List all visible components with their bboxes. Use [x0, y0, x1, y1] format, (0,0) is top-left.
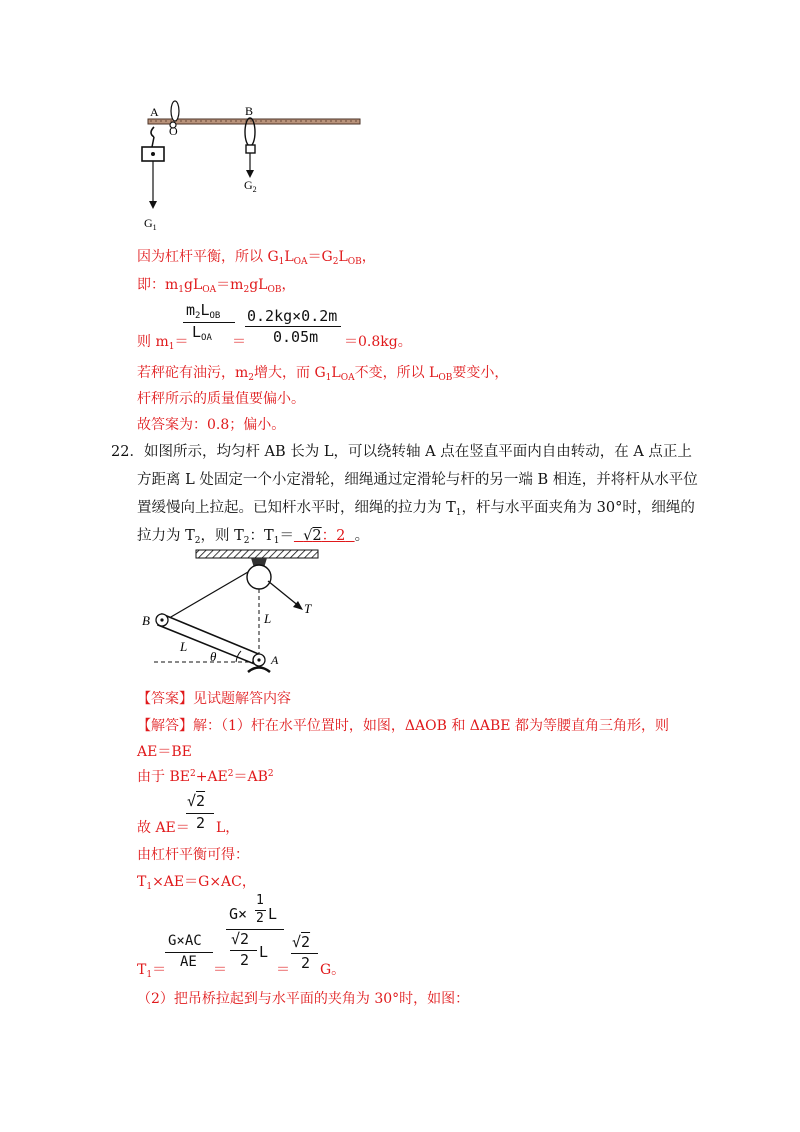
ans22-t1-eq: $T_1\times AE=G\times AC$， — [137, 874, 256, 892]
hook-a — [151, 127, 154, 137]
frac2-bar — [245, 326, 341, 327]
pivot-loop — [171, 101, 179, 121]
frac1-denominator: $L_{OA}$ — [192, 323, 212, 343]
ans21-line1: 因为杠杆平衡，所以 $G_1L_{OA}=G_2L_{OB}$， — [137, 249, 376, 267]
ans22-pythagoras: 由于 $BE^2+AE^2=AB^2$ — [137, 769, 274, 785]
ans22-eq3: ＝ — [276, 962, 290, 978]
frac2-numerator: 0.2kg×0.2m — [247, 307, 338, 325]
fig2-label-b: B — [142, 613, 150, 628]
tension-arrow — [268, 581, 300, 607]
fig2-label-a: A — [271, 653, 279, 667]
ans21-line6: 故答案为：0.8；偏小。 — [137, 417, 286, 433]
ans22-eq2: ＝ — [213, 962, 227, 978]
steelyard-figure — [130, 95, 380, 235]
ans21-line5: 杆秤所示的质量值要偏小。 — [137, 391, 305, 407]
ans22-res-g: G。 — [320, 962, 346, 978]
fig1-label-a: A — [150, 105, 159, 119]
big-bot-sqrt: √2 — [231, 930, 250, 948]
frac1-numerator: $m_2L_{OB}$ — [186, 301, 221, 321]
ans21-m1-label: 则 $m_1=$ — [137, 334, 189, 352]
res-den: 2 — [301, 954, 311, 972]
ans22-answer: 【答案】见试题解答内容 — [137, 691, 291, 707]
big-bot-den: 2 — [240, 951, 250, 969]
ans22-ae-suffix: L， — [216, 820, 240, 836]
ans22-ae-be: AE＝BE — [137, 744, 192, 760]
gac-numerator: G×AC — [168, 933, 202, 949]
ans22-solution: 【解答】解：（1）杆在水平位置时，如图，ΔAOB 和 ΔABE 都为等腰直角三角形，则 — [137, 718, 669, 734]
fig2-label-l-vertical: L — [264, 611, 272, 626]
fig1-label-g1: $G_1$ — [144, 216, 157, 232]
ans21-line4: 若秤砣有油污，$m_2$增大，而 $G_1L_{OA}$不变，所以 $L_{OB}$要变小， — [137, 365, 509, 383]
q22-line4: 拉力为 $T_2$，则 $T_2$：$T_1= √2$：2 。 — [137, 528, 370, 546]
pulley-rod-figure — [140, 545, 340, 675]
big-top-g: G× — [229, 905, 248, 923]
q22-line2: 方距离 L 处固定一个小定滑轮，细绳通过定滑轮与杆的另一端 B 相连，并将杆从水平位 — [137, 472, 698, 488]
fig2-label-t: T — [304, 601, 312, 616]
ans21-line2: 即：$m_1gL_{OA}=m_2gL_{OB}$， — [137, 277, 296, 295]
gac-denominator: AE — [180, 954, 197, 970]
fig2-label-theta: θ — [210, 649, 217, 664]
support-arc — [248, 668, 270, 673]
ans21-result: ＝0.8kg。 — [344, 334, 412, 350]
big-top-half-num: 1 — [256, 893, 264, 908]
pulley — [247, 565, 271, 589]
frac2-denominator: 0.05m — [273, 328, 319, 346]
big-top-l: L — [268, 905, 278, 923]
q22-line3: 置缓慢向上拉起。已知杆水平时，细绳的拉力为 $T_1$，杆与水平面夹角为 30°时，细绳的 — [137, 500, 695, 518]
res-sqrt: √2 — [292, 933, 311, 951]
big-top-half-den: 2 — [256, 911, 264, 926]
weight-box-2 — [246, 145, 255, 153]
ceiling — [196, 550, 318, 558]
answer-blank: √2：2 — [303, 528, 346, 544]
q22-line1: 22．如图所示，均匀杆 AB 长为 L，可以绕转轴 A 点在竖直平面内自由转动，在 A 点正上 — [111, 444, 692, 460]
fig1-label-o: O — [169, 124, 178, 138]
ans21-eq2: ＝ — [232, 334, 246, 350]
gac-bar — [165, 952, 213, 953]
ae-frac-numerator: √2 — [187, 792, 206, 810]
fig1-label-g2: $G_2$ — [244, 178, 257, 194]
ans22-ae-prefix: 故 AE＝ — [137, 820, 190, 836]
rope — [164, 572, 248, 621]
fig1-label-b: B — [245, 104, 254, 118]
ans22-t1-final-label: $T_1=$ — [137, 962, 167, 980]
ans22-lever: 由杠杆平衡可得： — [137, 847, 249, 863]
big-bot-l: L — [259, 943, 269, 961]
ae-frac-denominator: 2 — [196, 814, 206, 832]
fig2-label-l-rod: L — [180, 639, 188, 654]
ans22-part2: （2）把吊桥拉起到与水平面的夹角为 30°时，如图： — [137, 991, 470, 1007]
